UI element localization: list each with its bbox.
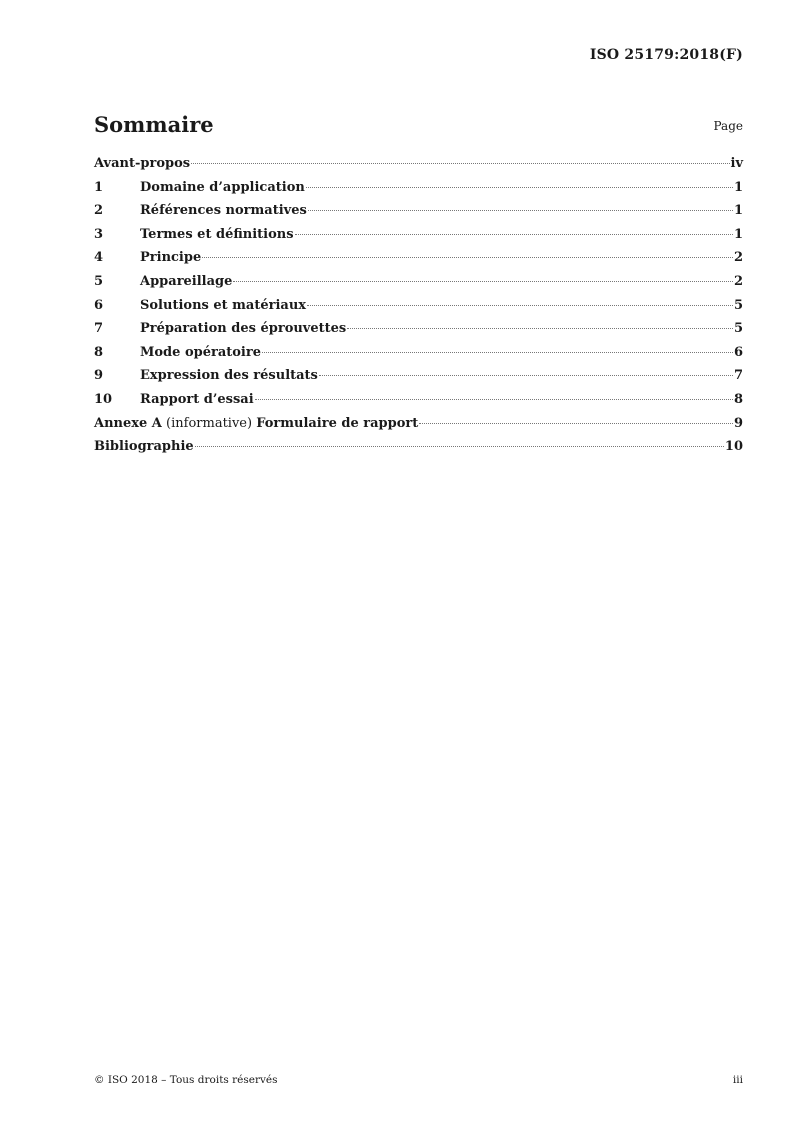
toc-entry-number: 3 (94, 226, 104, 242)
toc-entry-9[interactable] (94, 366, 743, 390)
dot-leader (319, 375, 733, 376)
toc-entry-avant-propos[interactable] (94, 154, 743, 178)
toc-entry-label: Mode opératoire (140, 344, 261, 360)
toc-entry-1[interactable] (94, 178, 743, 202)
toc-entry-label: Avant-propos (94, 156, 191, 171)
toc-entry-bibliographie[interactable] (94, 437, 743, 461)
annex-prefix: Annexe A (94, 415, 162, 431)
toc-entry-page: 9 (733, 415, 743, 431)
toc-entry-label: Expression des résultats (140, 368, 318, 384)
toc-entry-page: 8 (733, 391, 743, 407)
toc-entry-page: 2 (733, 273, 743, 289)
dot-leader (295, 234, 733, 235)
toc-entry-10[interactable] (94, 390, 743, 414)
toc-entry-label: Appareillage (140, 273, 233, 289)
dot-leader (262, 352, 733, 353)
dot-leader (195, 446, 724, 447)
dot-leader (306, 187, 733, 188)
table-of-contents (94, 154, 743, 461)
toc-entry-page: 1 (733, 226, 743, 242)
toc-header (94, 112, 743, 142)
page-column-label: Page (713, 119, 743, 133)
toc-entry-number: 6 (94, 297, 104, 313)
dot-leader (308, 210, 733, 211)
dot-leader (255, 399, 733, 400)
toc-entry-label: Domaine d’application (140, 179, 305, 195)
dot-leader (347, 328, 733, 329)
toc-entry-number: 4 (94, 250, 104, 266)
toc-entry-annexe-a[interactable] (94, 414, 743, 438)
document-reference: ISO 25179:2018(F) (589, 47, 743, 63)
toc-entry-7[interactable] (94, 319, 743, 343)
toc-entry-8[interactable] (94, 343, 743, 367)
toc-entry-number: 7 (94, 321, 104, 337)
toc-entry-label: Préparation des éprouvettes (140, 321, 347, 337)
dot-leader (233, 281, 733, 282)
toc-entry-6[interactable] (94, 296, 743, 320)
toc-entry-label: Principe (140, 250, 202, 266)
toc-entry-page: 6 (733, 344, 743, 360)
toc-entry-number: 8 (94, 344, 104, 360)
toc-entry-page: 1 (733, 179, 743, 195)
toc-entry-2[interactable] (94, 201, 743, 225)
annex-note: (informative) (161, 415, 257, 431)
toc-entry-page: 7 (733, 368, 743, 384)
dot-leader (307, 305, 733, 306)
toc-entry-label (94, 414, 418, 434)
toc-entry-page: 5 (733, 297, 743, 313)
toc-entry-number: 10 (94, 391, 113, 407)
annex-title: Formulaire de rapport (256, 415, 419, 431)
dot-leader (419, 423, 733, 424)
toc-entry-page: 1 (733, 203, 743, 219)
toc-entry-page: iv (730, 156, 743, 171)
toc-entry-label: Termes et définitions (140, 226, 294, 242)
toc-entry-number: 1 (94, 179, 104, 195)
toc-entry-5[interactable] (94, 272, 743, 296)
toc-entry-label: Rapport d’essai (140, 391, 254, 407)
dot-leader (191, 163, 729, 164)
toc-entry-4[interactable] (94, 248, 743, 272)
toc-entry-page: 2 (733, 250, 743, 266)
toc-title: Sommaire (94, 112, 214, 137)
toc-entry-label: Références normatives (140, 203, 307, 219)
toc-entry-page: 5 (733, 321, 743, 337)
toc-entry-page: 10 (724, 439, 743, 455)
toc-entry-label: Solutions et matériaux (140, 297, 307, 313)
toc-entry-number: 9 (94, 368, 104, 384)
copyright-notice: © ISO 2018 – Tous droits réservés (94, 1074, 278, 1086)
page-number: iii (732, 1074, 743, 1086)
toc-entry-number: 2 (94, 203, 104, 219)
toc-entry-3[interactable] (94, 225, 743, 249)
toc-entry-label: Bibliographie (94, 439, 194, 455)
toc-entry-number: 5 (94, 273, 104, 289)
dot-leader (202, 257, 733, 258)
